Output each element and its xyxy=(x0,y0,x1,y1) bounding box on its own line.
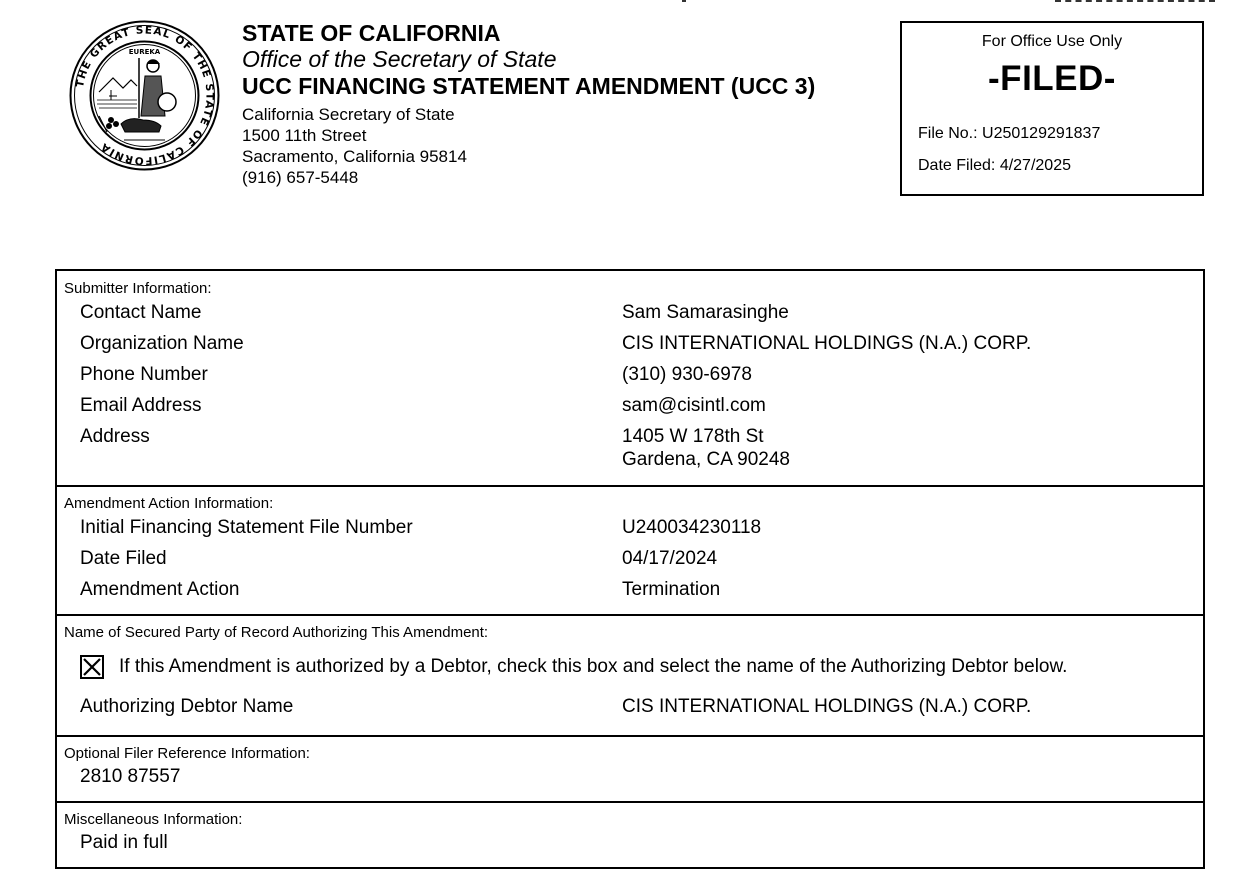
section-title: Amendment Action Information: xyxy=(64,495,274,512)
phone-line: (916) 657-5448 xyxy=(242,168,359,187)
field-label: Date Filed xyxy=(80,548,167,569)
debtor-authorization-checkbox[interactable] xyxy=(80,655,104,679)
field-label: Amendment Action xyxy=(80,579,240,600)
date-filed: Date Filed: 4/27/2025 xyxy=(918,157,1071,174)
misc-value: Paid in full xyxy=(80,832,168,853)
phone-number-value: (310) 930-6978 xyxy=(622,364,752,385)
checkbox-label: If this Amendment is authorized by a Debtor, check this box and select the name of the Authorizing Debtor below. xyxy=(119,656,1068,677)
form-title: UCC FINANCING STATEMENT AMENDMENT (UCC 3) xyxy=(242,73,816,99)
header-block xyxy=(242,20,842,188)
misc-section xyxy=(57,803,1203,869)
file-number: File No.: U250129291837 xyxy=(918,125,1101,142)
section-title: Optional Filer Reference Information: xyxy=(64,745,310,762)
organization-name-value: CIS INTERNATIONAL HOLDINGS (N.A.) CORP. xyxy=(622,333,1032,354)
initial-date-filed-value: 04/17/2024 xyxy=(622,548,718,569)
address-line: 1500 11th Street xyxy=(242,126,367,145)
address-line-2: Gardena, CA 90248 xyxy=(622,449,790,470)
cropped-mark xyxy=(1055,0,1215,2)
section-title: Miscellaneous Information: xyxy=(64,811,243,828)
amendment-section xyxy=(57,487,1203,616)
field-row xyxy=(57,390,1203,421)
address-line-1: 1405 W 178th St xyxy=(622,426,764,447)
initial-file-number-value: U240034230118 xyxy=(622,517,762,538)
filer-reference-value: 2810 87557 xyxy=(80,766,181,787)
address-value xyxy=(622,425,1203,471)
checkbox-x-icon xyxy=(82,657,102,677)
field-label: Organization Name xyxy=(80,333,244,354)
field-row xyxy=(57,574,1203,605)
office-use-label: For Office Use Only xyxy=(981,33,1123,50)
field-label: Initial Financing Statement File Number xyxy=(80,517,413,538)
optional-filer-section xyxy=(57,737,1203,803)
field-label: Contact Name xyxy=(80,302,202,323)
cropped-top-marks xyxy=(640,0,1220,4)
field-label: Email Address xyxy=(80,395,202,416)
cropped-mark xyxy=(682,0,686,2)
office-name: Office of the Secretary of State xyxy=(242,46,557,72)
filed-stamp: -FILED- xyxy=(988,59,1116,98)
email-address-value: sam@cisintl.com xyxy=(622,395,766,416)
office-use-box xyxy=(900,21,1204,196)
address-line: California Secretary of State xyxy=(242,105,455,124)
field-label: Phone Number xyxy=(80,364,208,385)
field-row xyxy=(57,297,1203,328)
submitter-section xyxy=(57,271,1203,487)
form-table xyxy=(55,269,1205,869)
section-title: Name of Secured Party of Record Authorizing This Amendment: xyxy=(64,624,489,641)
office-address xyxy=(242,104,842,188)
address-line: Sacramento, California 95814 xyxy=(242,147,467,166)
debtor-authorization-row xyxy=(57,655,1203,679)
field-row xyxy=(57,512,1203,543)
amendment-action-value: Termination xyxy=(622,579,721,600)
state-name: STATE OF CALIFORNIA xyxy=(242,20,501,46)
contact-name-value: Sam Samarasinghe xyxy=(622,302,789,323)
field-label: Authorizing Debtor Name xyxy=(80,696,294,717)
field-row xyxy=(57,421,1203,471)
state-seal-icon xyxy=(69,20,220,171)
svg-text:THE GREAT SEAL OF THE STATE OF: THE GREAT SEAL OF THE STATE OF CALIFORNIA xyxy=(74,24,216,167)
field-label: Address xyxy=(80,426,150,447)
field-row xyxy=(57,543,1203,574)
field-row xyxy=(57,328,1203,359)
section-title: Submitter Information: xyxy=(64,280,212,297)
field-row xyxy=(57,359,1203,390)
state-seal xyxy=(69,20,220,171)
secured-party-section xyxy=(57,616,1203,737)
svg-text:EUREKA: EUREKA xyxy=(128,48,161,56)
field-row xyxy=(57,695,1203,719)
authorizing-debtor-value: CIS INTERNATIONAL HOLDINGS (N.A.) CORP. xyxy=(622,696,1032,717)
